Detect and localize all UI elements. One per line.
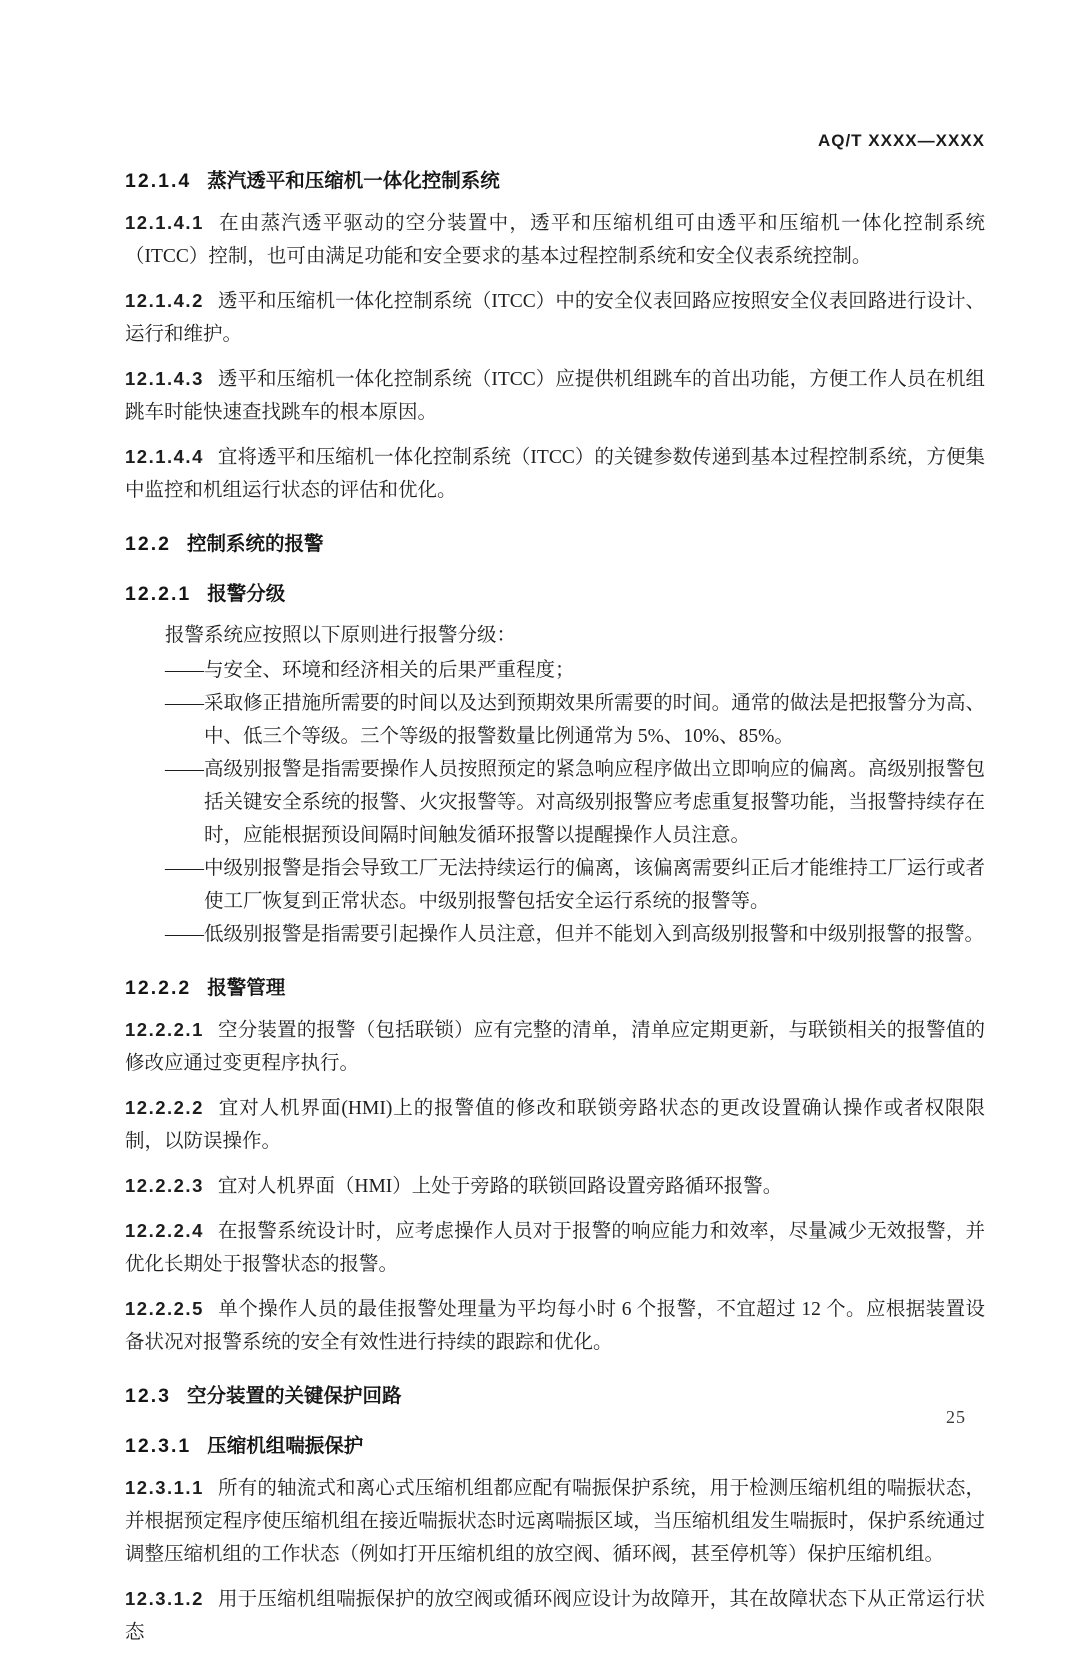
heading-number: 12.3	[125, 1385, 171, 1407]
heading-title: 控制系统的报警	[186, 533, 324, 555]
clause-12-3-1-1	[125, 1471, 985, 1571]
page-number: 25	[946, 1407, 966, 1427]
heading-number: 12.3.1	[125, 1435, 192, 1457]
clause-number: 12.2.2.4	[125, 1220, 204, 1241]
heading-title: 空分装置的关键保护回路	[186, 1385, 402, 1407]
clause-text: 透平和压缩机一体化控制系统（ITCC）应提供机组跳车的首出功能，方便工作人员在机组跳车时能快速查找跳车的根本原因。	[125, 369, 985, 423]
clause-number: 12.1.4.2	[125, 290, 204, 311]
clause-text: 单个操作人员的最佳报警处理量为平均每小时 6 个报警，不宜超过 12 个。应根据装置设备状况对报警系统的安全有效性进行持续的跟踪和优化。	[125, 1299, 985, 1353]
clause-number: 12.2.2.5	[125, 1298, 204, 1319]
section-heading-12-1-4	[125, 168, 985, 194]
heading-title: 蒸汽透平和压缩机一体化控制系统	[207, 170, 500, 192]
clause-12-2-2-2	[125, 1091, 985, 1158]
heading-number: 12.1.4	[125, 170, 192, 192]
clause-12-2-2-4	[125, 1214, 985, 1281]
clause-12-2-2-5	[125, 1292, 985, 1359]
clause-12-3-1-2	[125, 1582, 985, 1649]
clause-text: 在由蒸汽透平驱动的空分装置中，透平和压缩机组可由透平和压缩机一体化控制系统（ITCC）控制，也可由满足功能和安全要求的基本过程控制系统和安全仪表系统控制。	[125, 213, 985, 267]
clause-number: 12.2.2.3	[125, 1175, 204, 1196]
clause-12-1-4-3	[125, 362, 985, 429]
section-heading-12-2-1	[125, 581, 985, 607]
alarm-principles-intro: 报警系统应按照以下原则进行报警分级：	[165, 625, 517, 646]
clause-text: 宜对人机界面(HMI)上的报警值的修改和联锁旁路状态的更改设置确认操作或者权限限制，以防误操作。	[125, 1098, 985, 1152]
section-heading-12-2-2	[125, 975, 985, 1001]
clause-number: 12.1.4.1	[125, 212, 204, 233]
clause-number: 12.2.2.1	[125, 1019, 204, 1040]
alarm-principle-item: ——与安全、环境和经济相关的后果严重程度；	[165, 660, 575, 681]
heading-title: 报警管理	[207, 977, 286, 999]
alarm-principle-item: ——中级别报警是指会导致工厂无法持续运行的偏离，该偏离需要纠正后才能维持工厂运行或者使工厂恢复到正常状态。中级别报警包括安全运行系统的报警等。	[165, 858, 985, 912]
alarm-principle-item: ——采取修正措施所需要的时间以及达到预期效果所需要的时间。通常的做法是把报警分为高、中、低三个等级。三个等级的报警数量比例通常为 5%、10%、85%。	[165, 693, 985, 747]
clause-text: 宜对人机界面（HMI）上处于旁路的联锁回路设置旁路循环报警。	[217, 1176, 783, 1197]
clause-number: 12.1.4.4	[125, 446, 204, 467]
alarm-principle-item: ——高级别报警是指需要操作人员按照预定的紧急响应程序做出立即响应的偏离。高级别报警包括关键安全系统的报警、火灾报警等。对高级别报警应考虑重复报警功能，当报警持续存在时，应能根据预设间隔时间触发循环报警以提醒操作人员注意。	[165, 759, 985, 846]
clause-text: 在报警系统设计时，应考虑操作人员对于报警的响应能力和效率，尽量减少无效报警，并优化长期处于报警状态的报警。	[125, 1221, 985, 1275]
clause-12-2-2-1	[125, 1013, 985, 1080]
heading-title: 报警分级	[207, 583, 286, 605]
clause-12-1-4-2	[125, 284, 985, 351]
page-content	[125, 0, 985, 1660]
clause-12-1-4-1	[125, 206, 985, 273]
clause-text: 用于压缩机组喘振保护的放空阀或循环阀应设计为故障开，其在故障状态下从正常运行状态	[125, 1589, 985, 1643]
alarm-principle-item: ——低级别报警是指需要引起操作人员注意，但并不能划入到高级别报警和中级别报警的报警。	[165, 924, 985, 945]
clause-text: 透平和压缩机一体化控制系统（ITCC）中的安全仪表回路应按照安全仪表回路进行设计、运行和维护。	[125, 291, 985, 345]
heading-number: 12.2.2	[125, 977, 192, 999]
section-heading-12-3	[125, 1383, 985, 1409]
clause-12-2-2-3	[125, 1169, 985, 1203]
clause-text: 空分装置的报警（包括联锁）应有完整的清单，清单应定期更新，与联锁相关的报警值的修改应通过变更程序执行。	[125, 1020, 985, 1074]
heading-number: 12.2.1	[125, 583, 192, 605]
heading-number: 12.2	[125, 533, 171, 555]
heading-title: 压缩机组喘振保护	[207, 1435, 364, 1457]
clause-number: 12.3.1.2	[125, 1588, 204, 1609]
clause-number: 12.3.1.1	[125, 1477, 204, 1498]
section-heading-12-2	[125, 531, 985, 557]
clause-number: 12.2.2.2	[125, 1097, 204, 1118]
clause-text: 宜将透平和压缩机一体化控制系统（ITCC）的关键参数传递到基本过程控制系统，方便集中监控和机组运行状态的评估和优化。	[125, 447, 985, 501]
clause-text: 所有的轴流式和离心式压缩机组都应配有喘振保护系统，用于检测压缩机组的喘振状态，并根据预定程序使压缩机组在接近喘振状态时远离喘振区域，当压缩机组发生喘振时，保护系统通过调整压缩机组的工作状态（例如打开压缩机组的放空阀、循环阀，甚至停机等）保护压缩机组。	[125, 1478, 985, 1565]
clause-12-1-4-4	[125, 440, 985, 507]
clause-number: 12.1.4.3	[125, 368, 204, 389]
section-heading-12-3-1	[125, 1433, 985, 1459]
doc-code-header: AQ/T XXXX—XXXX	[817, 131, 985, 150]
